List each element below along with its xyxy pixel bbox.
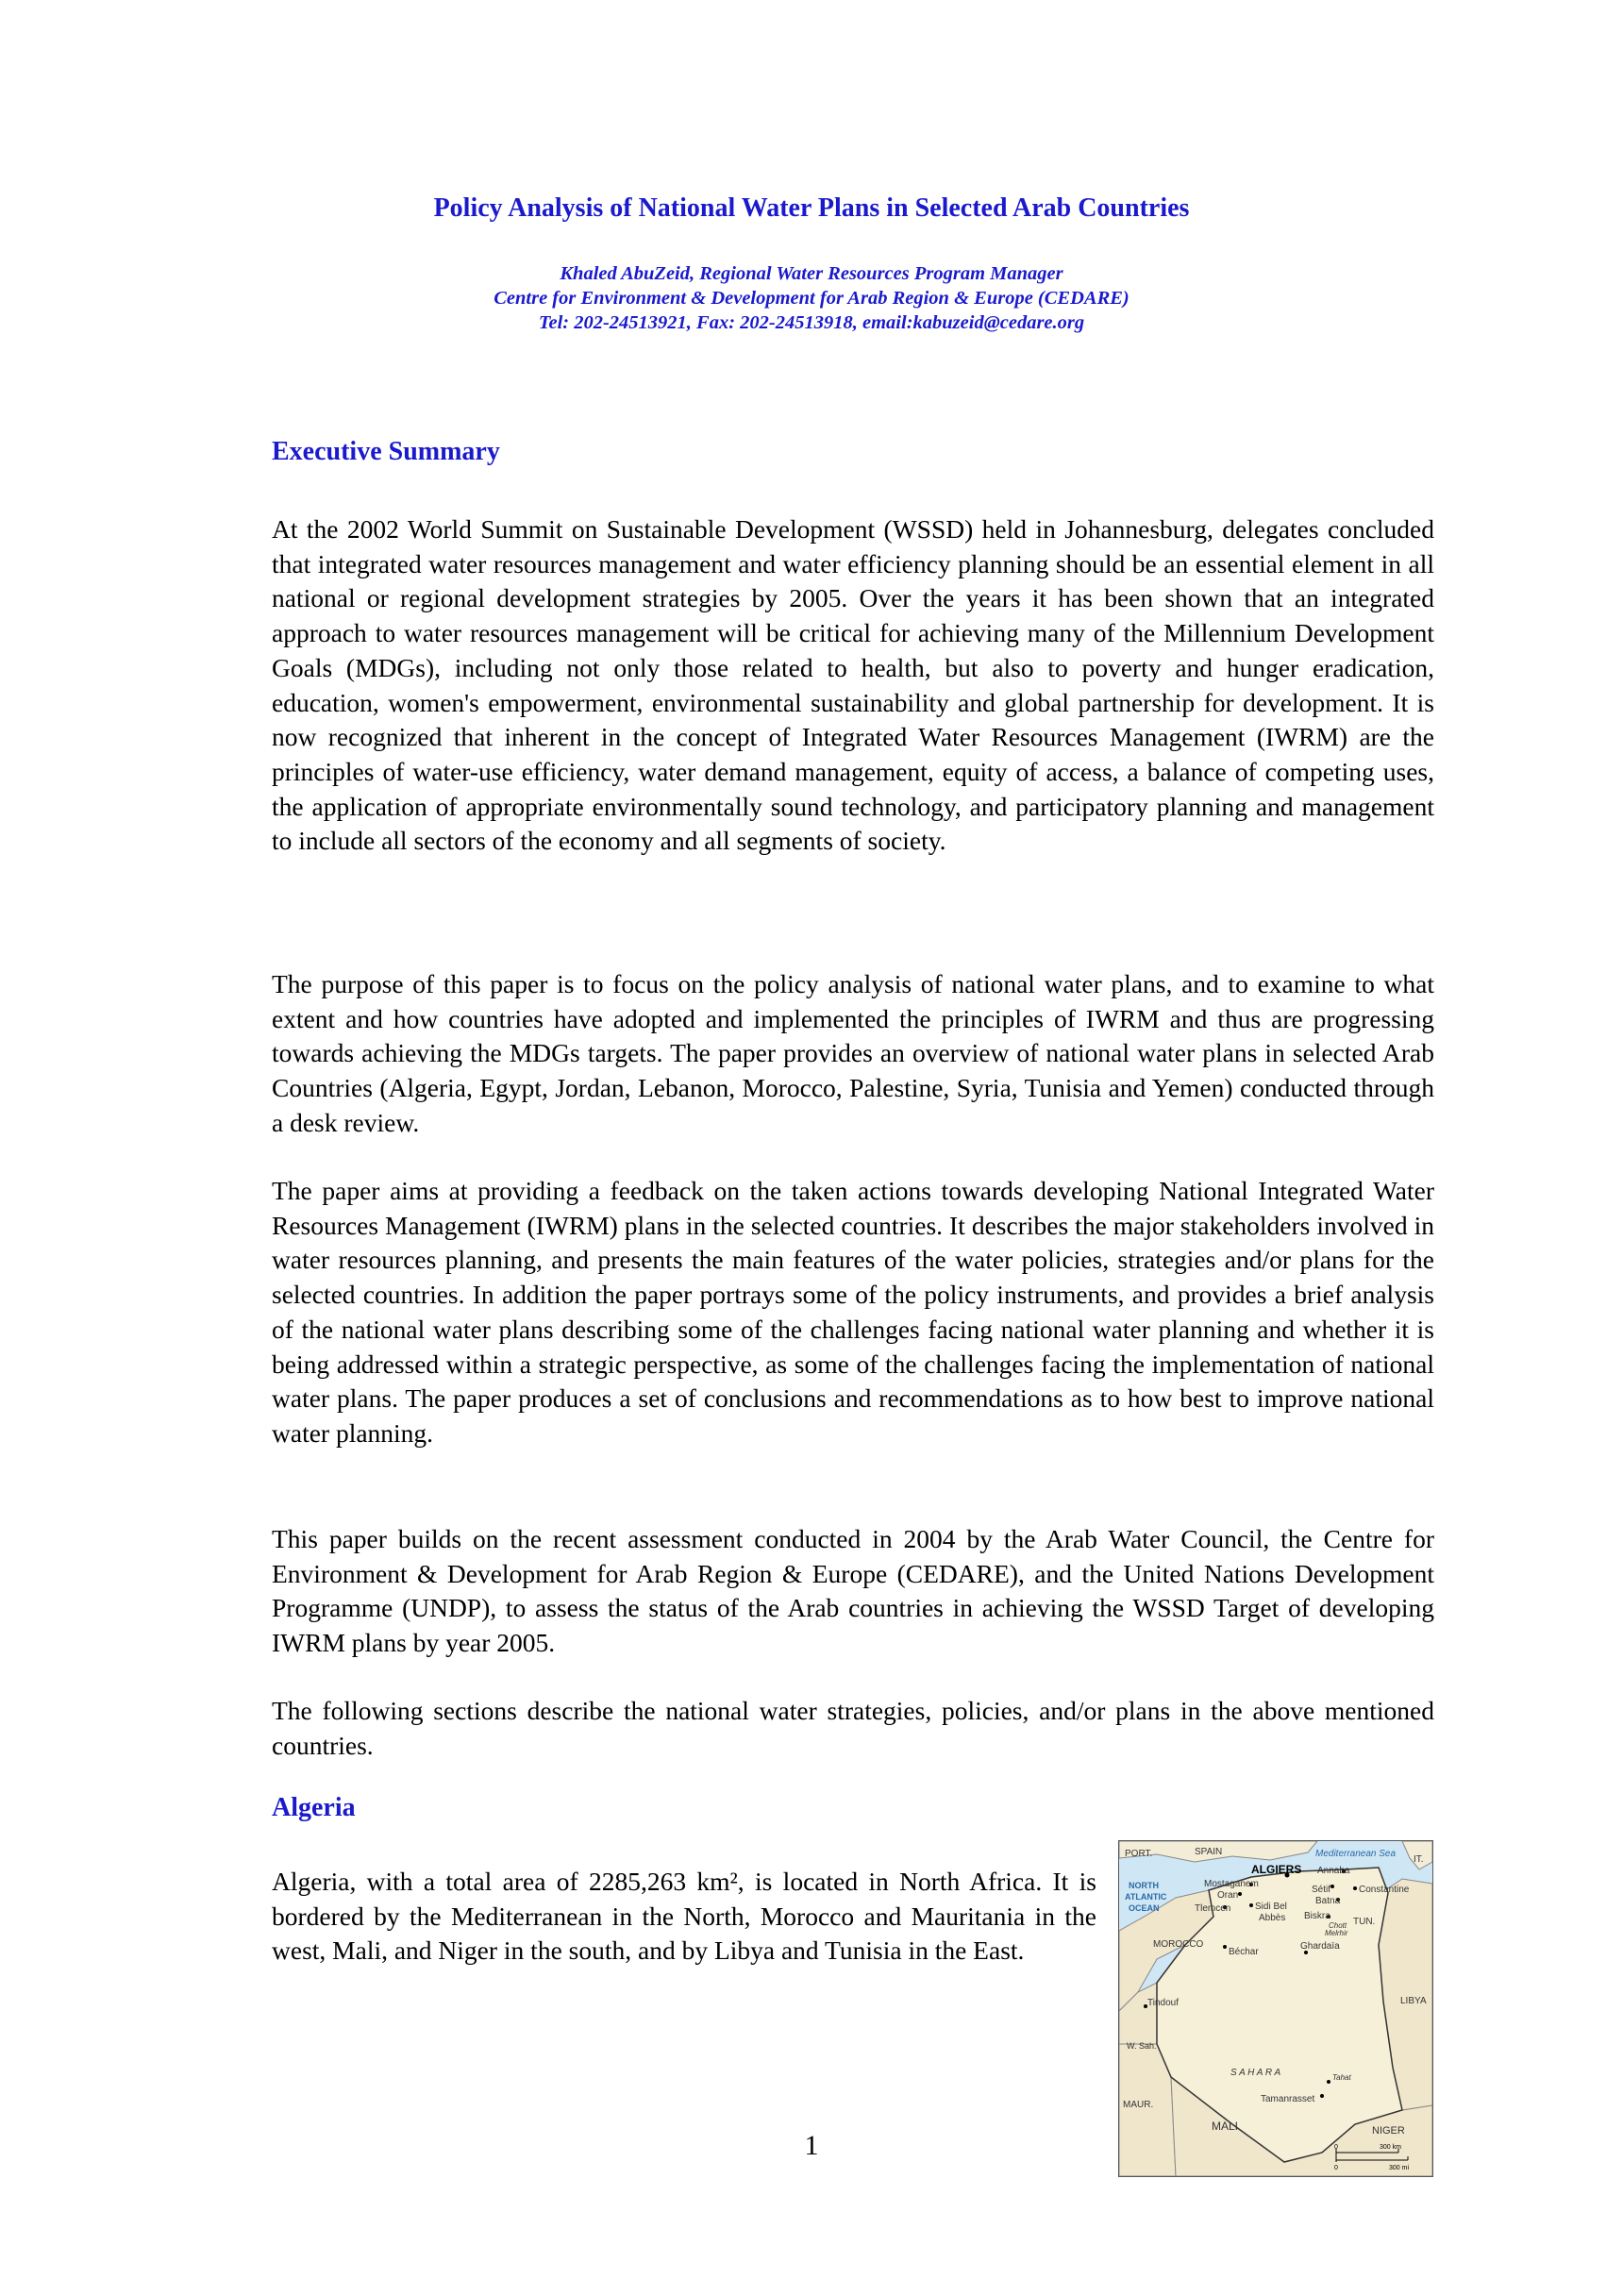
exec-summary-paragraph-3: The paper aims at providing a feedback on the taken actions towards developing National Integrated Water Resources Management (IWRM) plans in the selected countries. It describes the major stakeholders involved in water resources planning, and presents the main features of the water policies, strategies and/or plans for the selected countries. In addition the paper portrays some of the policy instruments, and provides a brief analysis of the national water plans describing some of the challenges facing national water planning and whether it is being addressed within a strategic perspective, as some of the challenges facing the implementation of national water plans. The paper produces a set of conclusions and recommendations as to how best to improve national water planning.	[272, 1176, 1434, 1448]
map-label-oran: Oran	[1217, 1890, 1239, 1901]
algeria-heading: Algeria	[272, 1793, 356, 1822]
map-label-niger: NIGER	[1372, 2125, 1405, 2137]
scale-label-zero-km: 0	[1334, 2144, 1338, 2151]
map-label-constantine: Constantine	[1359, 1885, 1410, 1895]
map-label-algiers: ALGIERS	[1251, 1863, 1302, 1876]
map-label-setif: Sétif	[1312, 1885, 1331, 1895]
map-label-tlemcen: Tlemcen	[1195, 1903, 1231, 1914]
map-label-melrhir: Melrhir	[1325, 1929, 1348, 1937]
map-label-tunisia: TUN.	[1353, 1917, 1376, 1927]
map-label-libya: LIBYA	[1400, 1996, 1427, 2006]
map-label-ghardaia: Ghardaïa	[1300, 1941, 1340, 1952]
map-label-morocco: MOROCCO	[1153, 1939, 1204, 1950]
paper-title: Policy Analysis of National Water Plans in Selected Arab Countries	[433, 193, 1190, 223]
map-label-western-sahara: W. Sah.	[1127, 2041, 1157, 2051]
map-label-mali: MALI	[1212, 2120, 1239, 2133]
map-label-annaba: Annaba	[1317, 1866, 1350, 1876]
algeria-paragraph-1: Algeria, with a total area of 2285,263 km², is located in North Africa. It is bordered by the Mediterranean in the North, Morocco and Mauritania in the west, Mali, and Niger in the south, and by Libya and Tunisia in the East.	[272, 1867, 1096, 1966]
map-label-mauritania: MAUR.	[1123, 2100, 1154, 2110]
map-label-biskra: Biskra	[1304, 1911, 1330, 1921]
exec-summary-paragraph-4: This paper builds on the recent assessment conducted in 2004 by the Arab Water Council, the Centre for Environment & Development for Arab Region & Europe (CEDARE), and the United Nations Development Programme (UNDP), to assess the status of the Arab countries in achieving the WSSD Target of developing IWRM plans by year 2005.	[272, 1524, 1434, 1658]
map-label-tindouf: Tindouf	[1147, 1998, 1179, 2008]
author-name-line: Khaled AbuZeid, Regional Water Resources Program Manager	[560, 263, 1063, 284]
map-label-north-atlantic-2: ATLANTIC	[1125, 1892, 1167, 1902]
author-contact-line: Tel: 202-24513921, Fax: 202-24513918, email:kabuzeid@cedare.org	[538, 312, 1085, 333]
map-label-tahat: Tahat	[1332, 2073, 1351, 2082]
map-label-spain: SPAIN	[1195, 1847, 1223, 1857]
exec-summary-paragraph-2: The purpose of this paper is to focus on the policy analysis of national water plans, and to examine to what extent and how countries have adopted and implemented the principles of IWRM and thus are progressing towards achieving the MDGs targets. The paper provides an overview of national water plans in selected Arab Countries (Algeria, Egypt, Jordan, Lebanon, Morocco, Palestine, Syria, Tunisia and Yemen) conducted through a desk review.	[272, 969, 1434, 1137]
map-label-north-atlantic-3: OCEAN	[1129, 1903, 1160, 1913]
exec-summary-paragraph-5: The following sections describe the national water strategies, policies, and/or plans in the above mentioned countries.	[272, 1696, 1434, 1760]
map-label-sidi-bel: Sidi Bel	[1255, 1902, 1287, 1912]
algeria-map-graphic	[1119, 1841, 1432, 2176]
map-label-bechar: Béchar	[1229, 1947, 1259, 1957]
scale-label-zero-mi: 0	[1334, 2165, 1338, 2171]
map-label-north-atlantic-1: NORTH	[1129, 1881, 1159, 1890]
scale-label-300km: 300 km	[1380, 2144, 1401, 2151]
map-label-italy: IT.	[1414, 1854, 1424, 1865]
exec-summary-paragraph-1: At the 2002 World Summit on Sustainable Development (WSSD) held in Johannesburg, delegates concluded that integrated water resources management and water efficiency planning should be an essential element in all national or regional development strategies by 2005. Over the years it has been shown that an integrated approach to water resources management will be critical for achieving many of the Millennium Development Goals (MDGs), including not only those related to health, but also to poverty and hunger eradication, education, women's empowerment, environmental sustainability and global partnership for development. It is now recognized that inherent in the concept of Integrated Water Resources Management (IWRM) are the principles of water-use efficiency, water demand management, equity of access, a balance of competing uses, the application of appropriate environmentally sound technology, and participatory planning and management to include all sectors of the economy and all segments of society.	[272, 514, 1434, 856]
map-label-sahara: S A H A R A	[1230, 2068, 1281, 2078]
executive-summary-heading: Executive Summary	[272, 437, 500, 466]
map-label-tamanrasset: Tamanrasset	[1261, 2094, 1315, 2104]
map-label-chott: Chott	[1329, 1921, 1347, 1930]
map-label-batna: Batna	[1315, 1896, 1341, 1906]
map-label-mostaganem: Mostaganem	[1204, 1879, 1259, 1889]
algeria-map	[1118, 1840, 1433, 2177]
author-affiliation-line: Centre for Environment & Development for Arab Region & Europe (CEDARE)	[494, 288, 1129, 309]
page-number: 1	[804, 2130, 819, 2161]
scale-label-300mi: 300 mi	[1389, 2165, 1410, 2171]
map-label-port: PORT.	[1125, 1849, 1153, 1859]
map-label-abbes: Abbès	[1259, 1913, 1286, 1923]
map-label-mediterranean: Mediterranean Sea	[1315, 1849, 1397, 1859]
